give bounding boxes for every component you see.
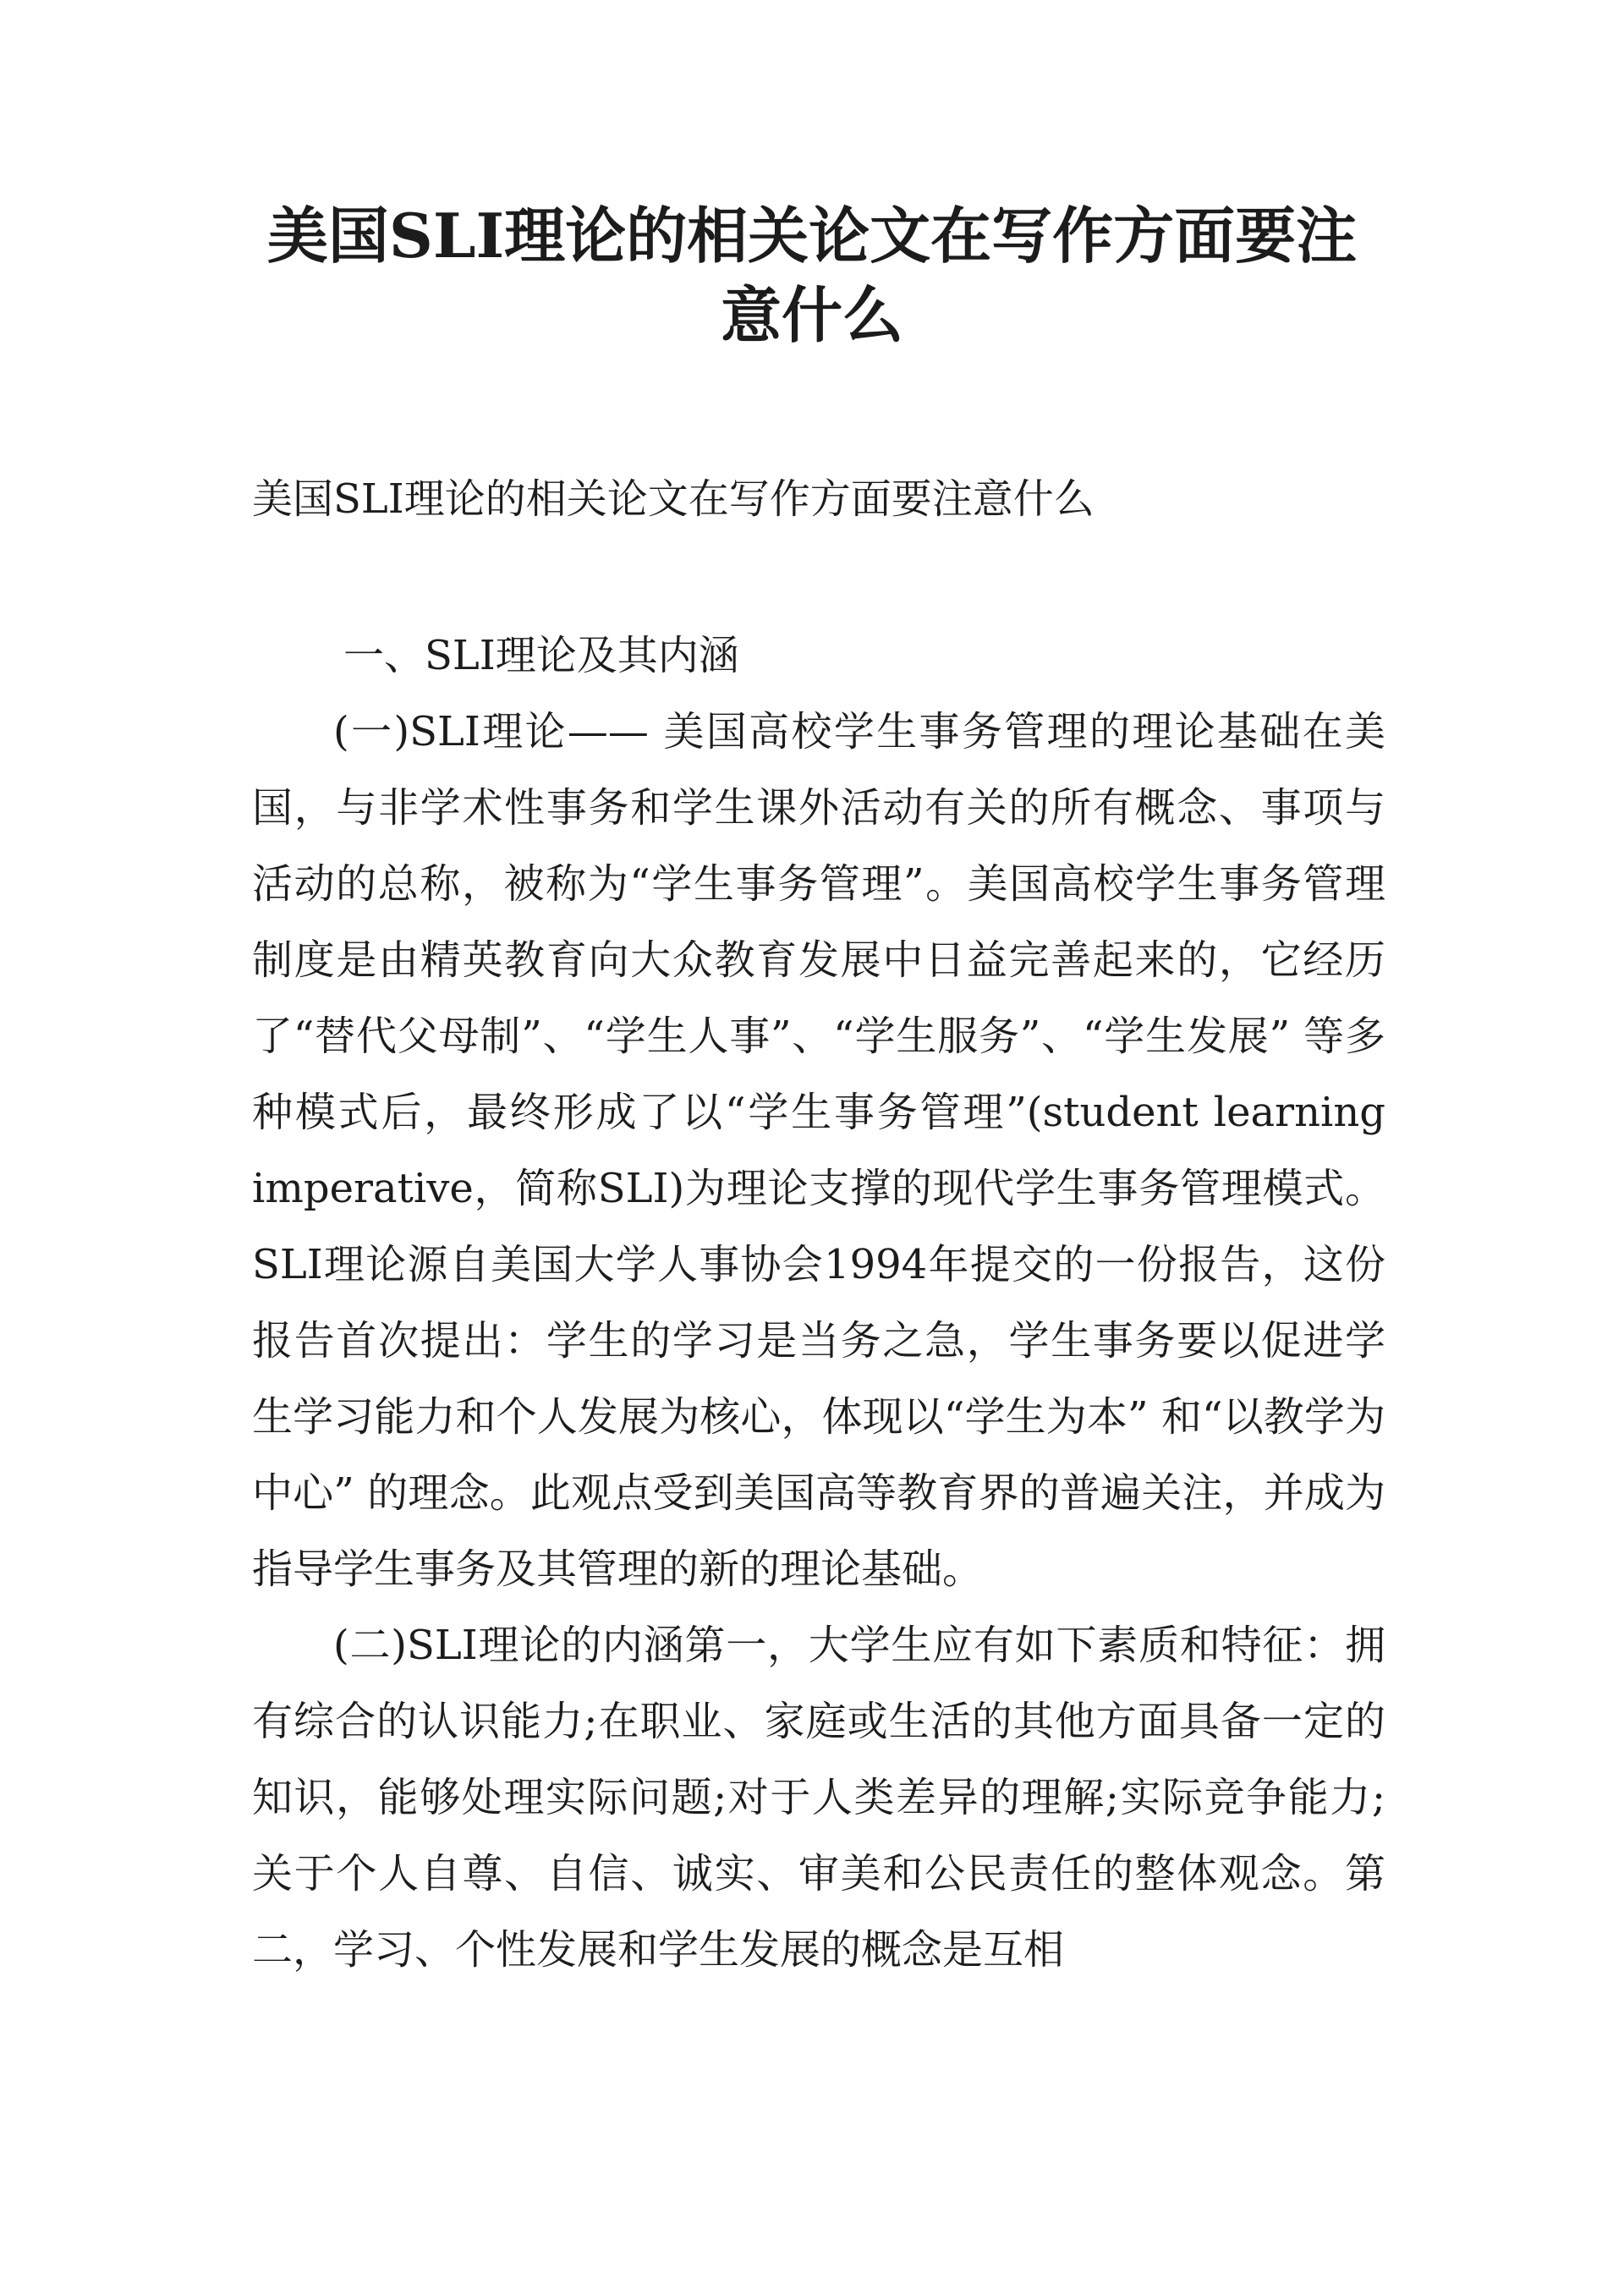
paragraph-1: (一)SLI理论—— 美国高校学生事务管理的理论基础在美国，与非学术性事务和学生课外活动有关的所有概念、事项与活动的总称，被称为“学生事务管理”。美国高校学生事务管理制度是由精英教育向大众教育发展中日益完善起来的，它经历了“替代父母制”、“学生人事”、“学生服务”、“学生发展” 等多种模式后，最终形成了以“学生事务管理”(student learning imperative，简称SLI)为理论支撑的现代学生事务管理模式。SLI理论源自美国大学人事协会1994年提交的一份报告，这份报告首次提出：学生的学习是当务之急，学生事务要以促进学生学习能力和个人发展为核心，体现以“学生为本” 和“以教学为中心” 的理念。此观点受到美国高等教育界的普遍关注，并成为指导学生事务及其管理的新的理论基础。 (252, 708, 1385, 1593)
document-body (252, 618, 1385, 1988)
paragraph-2: (二)SLI理论的内涵第一，大学生应有如下素质和特征：拥有综合的认识能力;在职业、家庭或生活的其他方面具备一定的知识，能够处理实际问题;对于人类差异的理解;实际竞争能力;关于个人自尊、自信、诚实、审美和公民责任的整体观念。第二，学习、个性发展和学生发展的概念是互相 (252, 1622, 1385, 1974)
document-subtitle: 美国SLI理论的相关论文在写作方面要注意什么 (252, 475, 1095, 523)
document-title: 美国SLI理论的相关论文在写作方面要注意什么 (266, 200, 1358, 351)
section-heading: 一、SLI理论及其内涵 (343, 632, 739, 679)
